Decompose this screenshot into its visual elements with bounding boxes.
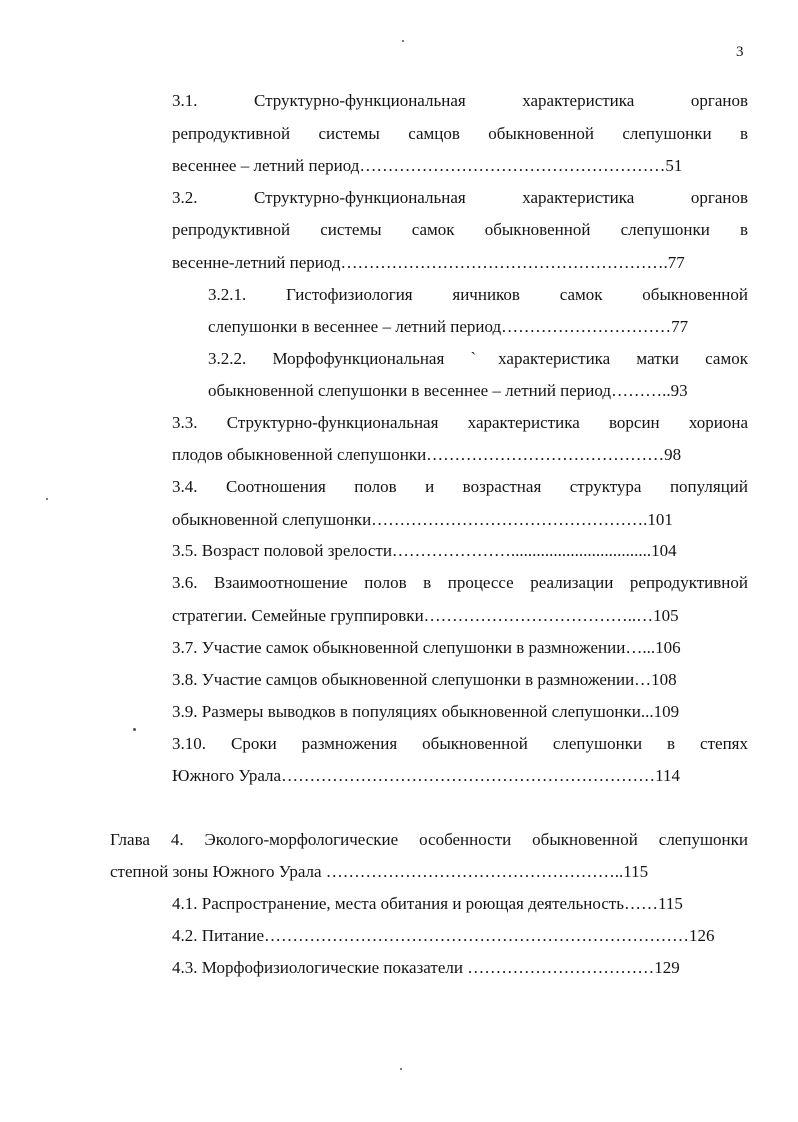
toc-entry-line-with-page: 3.8. Участие самцов обыкновенной слепушонки в размножении…108	[172, 670, 677, 689]
toc-entry-line-with-page: 3.9. Размеры выводков в популяциях обыкновенной слепушонки...109	[172, 702, 680, 721]
toc-chapter-title-line: Глава 4. Эколого-морфологические особенности обыкновенной слепушонки	[110, 830, 748, 849]
page-number: 3	[736, 44, 744, 60]
toc-entry-line: 3.3. Структурно-функциональная характеристика ворсин хориона	[172, 413, 748, 432]
toc-entry-line: 3.1. Структурно-функциональная характеристика органов	[172, 91, 748, 110]
toc-entry-line: 3.2. Структурно-функциональная характеристика органов	[172, 188, 748, 207]
toc-entry-line-with-page: обыкновенной слепушонки………………………………………….101	[172, 510, 673, 529]
toc-entry-line: 3.2.1. Гистофизиология яичников самок обыкновенной	[208, 285, 748, 304]
toc-entry-line: 3.10. Сроки размножения обыкновенной слепушонки в степях	[172, 734, 748, 753]
toc-entry-line-with-page: Южного Урала…………………………………………………………114	[172, 766, 680, 785]
toc-entry-line-with-page: весеннее – летний период………………………………………………51	[172, 156, 683, 175]
toc-entry-line-with-page: обыкновенной слепушонки в весеннее – летний период………..93	[208, 381, 688, 400]
scan-speck	[400, 1068, 402, 1070]
toc-entry-line: 3.2.2. Морфофункциональная ˋхарактеристика матки самок	[208, 349, 748, 368]
scan-speck	[46, 498, 48, 500]
toc-entry-line-with-page: 4.1. Распространение, места обитания и роющая деятельность……115	[172, 894, 683, 913]
toc-entry-line: 3.4. Соотношения полов и возрастная структура популяций	[172, 477, 748, 496]
toc-entry-line: 3.6. Взаимоотношение полов в процессе реализации репродуктивной	[172, 573, 748, 592]
scan-speck	[133, 728, 136, 731]
toc-entry-line-with-page: слепушонки в весеннее – летний период…………………………77	[208, 317, 689, 336]
toc-entry-line-with-page: стратегии. Семейные группировки………………………………..…105	[172, 606, 679, 625]
toc-entry-line-with-page: 4.3. Морфофизиологические показатели ……………………………129	[172, 958, 680, 977]
toc-entry-line-with-page: плодов обыкновенной слепушонки……………………………………98	[172, 445, 682, 464]
toc-entry-line-with-page: 3.7. Участие самок обыкновенной слепушонки в размножении…...106	[172, 638, 681, 657]
toc-entry-line: репродуктивной системы самок обыкновенной слепушонки в	[172, 220, 748, 239]
scan-speck	[402, 40, 404, 42]
toc-entry-line-with-page: весенне-летний период………………………………………………….77	[172, 253, 685, 272]
toc-entry-line-with-page: 3.5. Возраст половой зрелости………………….................................104	[172, 541, 677, 560]
toc-chapter-title-line-with-page: степной зоны Южного Урала ……………………………………………..115	[110, 862, 649, 881]
toc-entry-line-with-page: 4.2. Питание…………………………………………………………………126	[172, 926, 715, 945]
toc-entry-line: репродуктивной системы самцов обыкновенной слепушонки в	[172, 124, 748, 143]
